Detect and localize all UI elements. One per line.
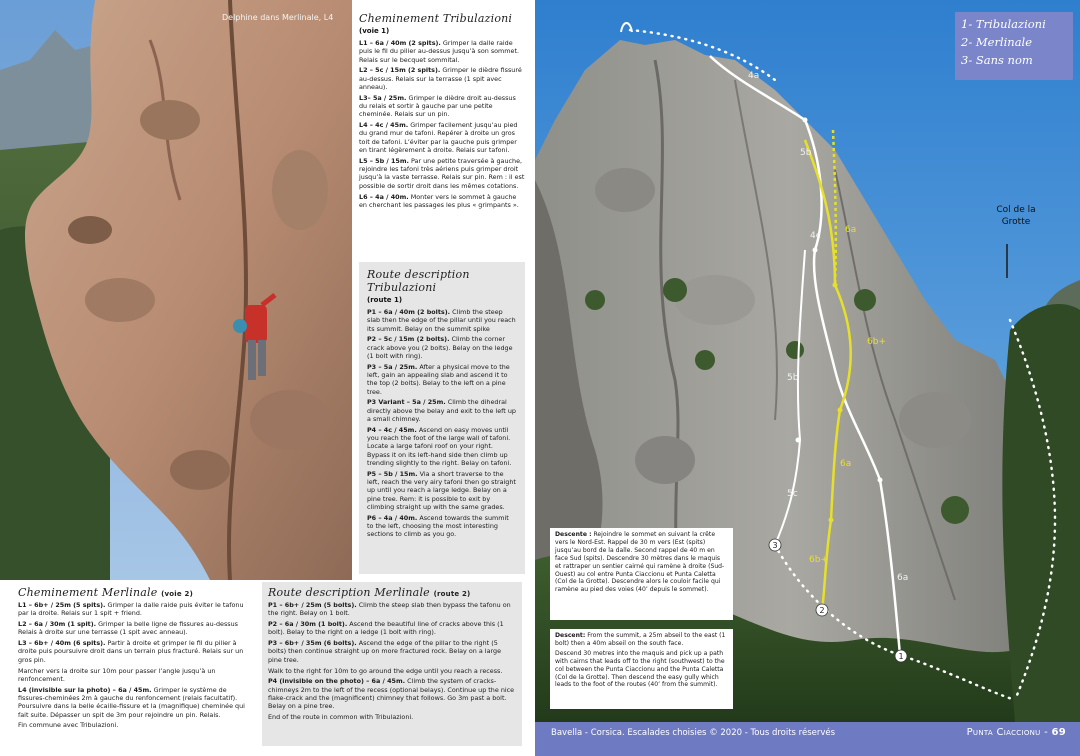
grade-label: 6a bbox=[840, 459, 852, 469]
fr-tribulazioni-subtitle: (voie 1) bbox=[359, 27, 390, 35]
pitch-item: L3– 5a / 25m. Grimper le dièdre droit au-dessus du relais et sortir à gauche par une petite cheminée. Relais sur un pin. bbox=[359, 93, 516, 119]
left-page bbox=[0, 0, 535, 756]
pitch-item: P1 – 6a / 40m (2 bolts). Climb the steep slab then the edge of the pillar until you reach its summit. Belay on the summit spike bbox=[367, 308, 516, 333]
grade-label: 4a bbox=[748, 71, 760, 81]
pitch-item: Marcher vers la droite sur 10m pour passer l’angle jusqu’à un renfoncement. bbox=[18, 666, 216, 683]
pitch-item: P6 – 4a / 40m. Ascend towards the summit to the left, choosing the most interesting sections to climb as you go. bbox=[367, 513, 509, 539]
pitch-item: L2 – 6a / 30m (1 spit). Grimper la belle ligne de fissures au-dessus Relais à droite sur une terrasse (1 spit avec anneau). bbox=[18, 620, 239, 637]
route-number-1 bbox=[895, 650, 907, 662]
pitch-item: P1 – 6b+ / 25m (5 bolts). Climb the steep slab then bypass the tafonu on the right. Belay on 1 bolt. bbox=[268, 601, 511, 618]
pitch-item: L3 – 6b+ / 40m (6 spits). Partir à droite et grimper le fil du pilier à droite puis poursuivre droit dans un terrain plus fracturé. Relais sur un gros pin. bbox=[18, 639, 244, 664]
fr-merlinale-title: Cheminement Merlinale (voie 2) bbox=[18, 586, 193, 599]
descent-en-box bbox=[550, 629, 733, 709]
grade-label: 5b bbox=[800, 148, 812, 158]
footer-separator: - bbox=[1040, 727, 1052, 738]
pitch-item: L2 – 5c / 15m (2 spits). Grimper le dièdre fissuré au-dessus. Relais sur la terrasse (1 spit avec anneau). bbox=[359, 66, 522, 91]
pitch-item: L4 (invisible sur la photo) – 6a / 45m. Grimper le système de fissures-cheminées 2m à gauche du renfoncement (relais facultatif). Poursuivre dans la belle écaille-fissure et la (magnifique) cheminée qui fait suite. Dépasser un spit de 3m pour rejoindre un pin. Relais. bbox=[18, 685, 245, 719]
climber-photo bbox=[0, 0, 352, 580]
pitch-item: P2 – 5c / 15m (2 bolts). Climb the corner crack above you (2 bolts). Belay on the ledge (1 bolt with ring). bbox=[367, 335, 513, 360]
route-number-3 bbox=[769, 539, 781, 551]
pitch-item: P3 – 6b+ / 35m (6 bolts). Ascend the edge of the pillar to the right (5 bolts) then continue straight up on more fractured rock. Belay on a large pine tree. bbox=[268, 639, 502, 664]
pitch-item: P5 – 5b / 15m. Via a short traverse to the left, reach the very airy tafoni then go straight up until you reach a large ledge. Belay on a pine tree. Rem: it is possible to exit by climbing straight up with the same grades. bbox=[367, 469, 516, 512]
fr-merlinale-block bbox=[12, 582, 258, 756]
en-merlinale-subtitle: (route 2) bbox=[433, 590, 471, 598]
pitch-item: L4 – 4c / 45m. Grimper facilement jusqu’au pied du grand mur de tafoni. Repérer à droite un gros toit de tafoni. L’éviter par la gauche puis grimper en tirant légèrement à droite. Relais sur tafoni. bbox=[359, 121, 518, 155]
legend-item: 2- Merlinale bbox=[961, 35, 1033, 49]
page-number: 69 bbox=[1051, 727, 1066, 738]
grade-label: 6b+ bbox=[809, 555, 828, 565]
descent-en-text2: Descend 30 metres into the maquis and pick up a path with cairns that leads off to the right (southwest) to the col between the Punta Ciaccionu and the Punta Caletta (Col de la Grotte). Then descend the easy gully which leads to the foot of the routes (40’ from the summit). bbox=[555, 649, 725, 689]
route-number-2 bbox=[816, 604, 828, 616]
en-tribulazioni-subtitle: (route 1) bbox=[367, 296, 403, 304]
footer-area-title: Punta Ciaccionu bbox=[966, 727, 1041, 738]
en-merlinale-title: Route description Merlinale (route 2) bbox=[268, 586, 471, 599]
pitch-item: L6 – 4a / 40m. Monter vers le sommet à gauche en cherchant les passages les plus « grimpants ». bbox=[359, 192, 519, 209]
svg-text:1: 1 bbox=[898, 652, 904, 661]
climber-photo-illustration bbox=[0, 0, 352, 580]
pitch-item: Fin commune avec Tribulazioni. bbox=[18, 721, 119, 730]
en-tribulazioni-block bbox=[359, 262, 525, 574]
grade-label: 6a bbox=[845, 225, 857, 235]
right-page bbox=[535, 0, 1080, 756]
svg-text:2: 2 bbox=[819, 606, 825, 615]
grade-label: 6a bbox=[897, 573, 909, 583]
pitch-item: P4 (invisible on the photo) – 6a / 45m. Climb the system of cracks-chimneys 2m to the left of the recess (optional belays). Continue up the nice flake-crack and the (magnificent) chimney that follows. Go 3m past a bolt. Belay on a pine tree. bbox=[268, 677, 515, 711]
pitch-item: P3 Variant – 5a / 25m. Climb the dihedral directly above the belay and exit to the left up a small chimney. bbox=[367, 398, 516, 424]
route-legend bbox=[955, 12, 1073, 80]
fr-tribulazioni-block bbox=[359, 12, 525, 260]
fr-tribulazioni-title: Cheminement Tribulazioni bbox=[359, 12, 513, 25]
descente-fr-box bbox=[550, 528, 733, 620]
svg-text:3: 3 bbox=[772, 541, 778, 550]
col-de-la-grotte-label: Col de la Grotte bbox=[996, 205, 1036, 227]
grade-label: 6b+ bbox=[867, 337, 886, 347]
photo-caption: Delphine dans Merlinale, L4 bbox=[222, 13, 334, 22]
footer-credits: Bavella - Corsica. Escalades choisies © 2020 - Tous droits réservés bbox=[551, 728, 836, 738]
page-footer bbox=[535, 722, 1080, 756]
en-merlinale-block bbox=[262, 582, 522, 746]
legend-item: 1- Tribulazioni bbox=[961, 17, 1046, 31]
pitch-item: L5 – 5b / 15m. Par une petite traversée à gauche, rejoindre les tafoni très aériens puis grimper droit jusqu’à la vaste terrasse. Relais sur pin. Rem : il est possible de sortir droit dans les mêmes cotations. bbox=[359, 156, 525, 190]
fr-merlinale-subtitle: (voie 2) bbox=[161, 590, 193, 598]
pitch-item: P2 – 6a / 30m (1 bolt). Ascend the beautiful line of cracks above this (1 bolt). Belay to the right on a ledge (1 bolt with ring). bbox=[268, 620, 504, 637]
pitch-item: End of the route in common with Tribulazioni. bbox=[268, 713, 414, 722]
descent-en-label: Descent: bbox=[555, 632, 586, 639]
pitch-item: P4 – 4c / 45m. Ascend on easy moves until you reach the foot of the large wall of tafoni. Locate a large tafoni roof on your right. Bypass it on its left-hand side then climb up trending slightly to the right. Belay on tafoni. bbox=[367, 425, 512, 468]
grade-label: 5b bbox=[787, 373, 799, 383]
pitch-item: L1 – 6b+ / 25m (5 spits). Grimper la dalle raide puis éviter le tafonu par la droite. Relais sur 1 spit + friend. bbox=[18, 601, 244, 618]
pitch-item: P3 – 5a / 25m. After a physical move to the left, gain an appealing slab and ascend it to the top (2 bolts). Belay to the left on a pine tree. bbox=[367, 362, 510, 396]
descent-en-text: From the summit, a 25m abseil to the east (1 bolt) then a 40m abseil on the south face. bbox=[555, 632, 726, 647]
en-tribulazioni-title: Route description Tribulazioni bbox=[367, 268, 470, 294]
pitch-item: L1 – 6a / 40m (2 spits). Grimper la dalle raide puis le fil du pilier au-dessus jusqu’à son sommet. Relais sur le becquet sommital. bbox=[359, 39, 519, 64]
footer-title bbox=[967, 727, 1066, 738]
pitch-item: Walk to the right for 10m to go around the edge until you reach a recess. bbox=[268, 666, 503, 675]
legend-item: 3- Sans nom bbox=[961, 53, 1033, 67]
descente-fr-text: Rejoindre le sommet en suivant la crête vers le Nord-Est. Rappel de 30 m vers (Est (spits) jusqu’au bord de la dalle. Second rappel de 40 m en face Sud (spits). Descendre 30 mètres dans le maquis et rattraper un sentier cairné qui ramène à droite (Sud-Ouest) au col entre Punta Ciaccionu et Punta Caletta (Col de la Grotte). Descendre alors le couloir facile qui ramène au pied des voies (40’ depuis le sommet). bbox=[555, 531, 725, 594]
grade-label: 4c bbox=[810, 231, 821, 241]
grade-label: 5c bbox=[787, 489, 798, 499]
descente-fr-label: Descente : bbox=[555, 531, 592, 538]
